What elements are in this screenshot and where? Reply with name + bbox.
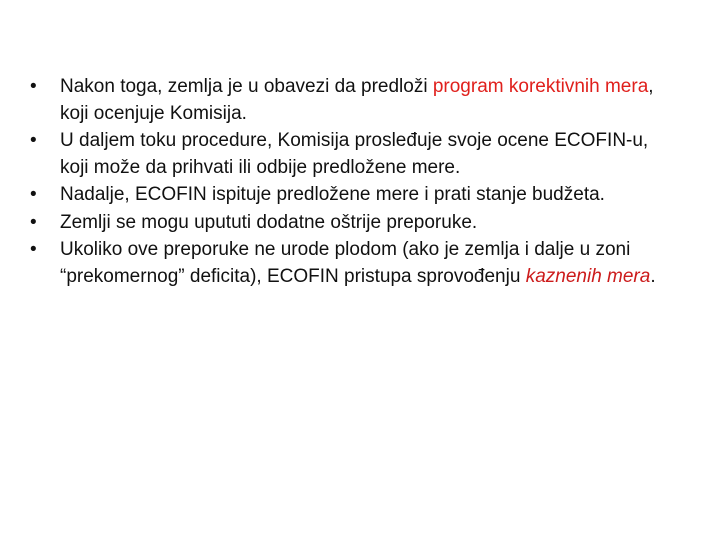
bullet-dot-icon: • (30, 184, 37, 205)
bullet-dot-icon: • (30, 76, 37, 97)
bullet-text (60, 210, 680, 237)
bullet-item-1 (30, 74, 680, 127)
text-run: Ukoliko ove preporuke ne urode plodom (ako je zemlja i dalje u zoni “prekomernog” deficita), ECOFIN pristupa sprovođenju (60, 239, 631, 287)
text-run: Nakon toga, zemlja je u obavezi da predloži (60, 76, 433, 97)
bullet-dot-icon: • (30, 239, 37, 260)
bullet-text (60, 237, 680, 290)
text-run: . (650, 265, 656, 287)
text-run: Zemlji se mogu upututi dodatne oštrije preporuke. (60, 211, 478, 233)
bullet-text (60, 74, 680, 127)
bullet-item-5 (30, 237, 680, 290)
bullet-item-3 (30, 182, 680, 209)
text-run: U daljem toku procedure, Komisija prosleđuje svoje ocene ECOFIN-u, koji može da prihvati ili odbije predložene mere. (60, 130, 649, 178)
highlighted-text: kaznenih mera (525, 265, 651, 287)
bullet-dot-icon: • (30, 211, 37, 233)
text-run: , koji ocenjuje Komisija. (60, 76, 654, 124)
bullet-list (30, 74, 680, 291)
bullet-text (60, 128, 680, 181)
bullet-item-4 (30, 210, 680, 237)
bullet-text (60, 182, 680, 209)
highlighted-text: program korektivnih mera (432, 76, 649, 97)
bullet-dot-icon: • (30, 130, 37, 151)
text-run: Nadalje, ECOFIN ispituje predložene mere i prati stanje budžeta. (60, 184, 605, 205)
bullet-item-2 (30, 128, 680, 181)
